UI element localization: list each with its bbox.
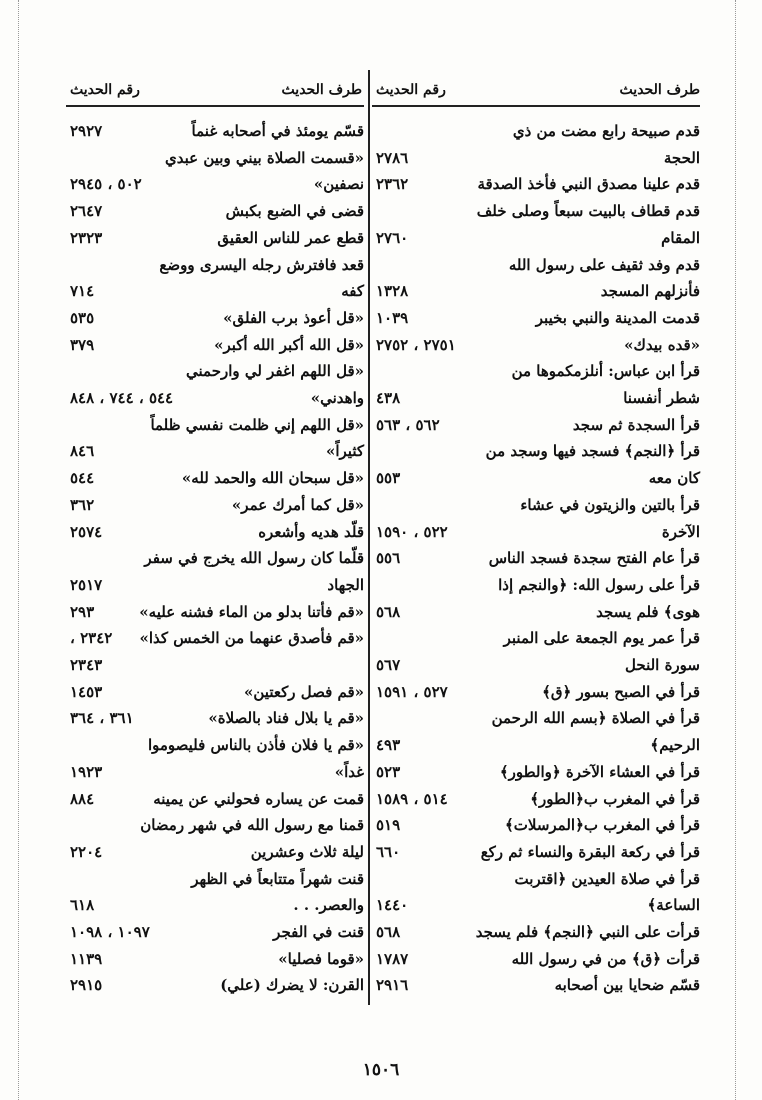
hadith-number: ٢٥٧٤: [70, 522, 103, 541]
hadith-text: قرأ في المغرب ب﴿الطور﴾: [530, 789, 700, 808]
hadith-text: واهدني»: [310, 389, 364, 407]
hadith-text: «قم يا بلال فناد بالصلاة»: [208, 709, 364, 728]
hadith-text: «قل اللهم اغفر لي وارحمني: [186, 362, 364, 381]
index-entry: [372, 759, 700, 786]
hadith-number: ٥١٩: [376, 816, 401, 835]
hadith-number: ٢٣٦٢: [376, 175, 409, 194]
hadith-text: «قل اللهم إني ظلمت نفسي ظلماً: [150, 415, 364, 434]
index-entry: [66, 385, 364, 412]
index-entry: [66, 705, 364, 732]
index-entry: [372, 385, 700, 412]
hadith-number: ٣٦١ ، ٣٦٤: [70, 709, 134, 728]
hadith-text: قدم وفد ثقيف على رسول الله: [508, 255, 700, 274]
index-entry: [372, 972, 700, 999]
index-entry: [372, 705, 700, 732]
hadith-text: كان معه: [648, 469, 700, 488]
hadith-text: قمنا مع رسول الله في شهر رمضان: [140, 816, 364, 835]
hadith-text: «قل أعوذ برب الفلق»: [223, 308, 364, 327]
index-entry: [66, 652, 364, 679]
hadith-text: قرأ في الصبح بسور ﴿ق﴾: [542, 682, 700, 701]
hadith-text: سورة النحل: [625, 656, 700, 674]
hadith-number: ٥٢٧ ، ١٥٩١: [376, 682, 448, 701]
hadith-text: «قم فأصدق عنهما من الخمس كذا»: [139, 629, 364, 648]
hadith-number: ٤٣٨: [376, 389, 401, 407]
hadith-text: قضى في الضبع بكبش: [225, 202, 364, 221]
index-entry: [372, 225, 700, 252]
hadith-text: قدم علينا مصدق النبي فأخذ الصدقة: [477, 175, 700, 194]
hadith-number: ٨٨٤: [70, 789, 95, 808]
hadith-number: ٢٣٤٣: [70, 656, 103, 674]
hadith-number: ٥٥٣: [376, 469, 401, 488]
index-entry: [66, 145, 364, 172]
index-entry: [66, 972, 364, 999]
hadith-number: ٢٣٢٣: [70, 228, 103, 247]
hadith-number: ٢٩١٥: [70, 976, 103, 995]
hadith-number: ٥٥٦: [376, 549, 401, 568]
hadith-number: ٢٧٨٦: [376, 148, 409, 167]
hadith-text: قنت شهراً متتابعاً في الظهر: [191, 869, 364, 888]
index-entry: [66, 679, 364, 706]
hadith-number: ١٤٤٠: [376, 896, 409, 915]
hadith-text: ليلة ثلاث وعشرين: [250, 842, 364, 861]
index-entry: [372, 652, 700, 679]
index-entry: [66, 839, 364, 866]
index-entry: [66, 412, 364, 439]
hadith-number: ٦١٨: [70, 896, 95, 915]
hadith-text: قمت عن يساره فحولني عن يمينه: [153, 789, 364, 808]
index-entry: [372, 198, 700, 225]
index-entry: [66, 198, 364, 225]
index-entry: [372, 572, 700, 599]
hadith-text: قرأ عام الفتح سجدة فسجد الناس: [488, 549, 700, 568]
header-hadith-text-left: طرف الحديث: [281, 82, 362, 98]
hadith-text: «قم فصل ركعتين»: [244, 682, 364, 701]
column-divider: [368, 70, 370, 1005]
hadith-text: الرحيم﴾: [650, 736, 700, 755]
index-entry: [372, 866, 700, 893]
index-entry: [372, 786, 700, 813]
hadith-text: القرن: لا يضرك (علي): [220, 976, 364, 995]
header-rule-left: [66, 105, 364, 107]
hadith-number: ٢٣٤٢ ،: [70, 629, 113, 648]
hadith-number: ٥٦٧: [376, 656, 401, 674]
hadith-text: الساعة﴾: [647, 896, 700, 915]
hadith-text: «قم يا فلان فأذن بالناس فليصوموا: [147, 736, 364, 755]
hadith-text: «قم فأتنا بدلو من الماء فشنه عليه»: [139, 602, 364, 621]
hadith-number: ٢٩٢٧: [70, 122, 103, 140]
index-entry: [66, 332, 364, 359]
index-entry: [372, 892, 700, 919]
hadith-number: ١٣٢٨: [376, 282, 409, 301]
hadith-text: قدم قطاف بالبيت سبعاً وصلى خلف: [476, 202, 700, 221]
hadith-text: قرأ في الصلاة ﴿بسم الله الرحمن: [491, 709, 700, 728]
index-entry: [372, 599, 700, 626]
hadith-text: قسّم يومئذ في أصحابه غنماً: [191, 122, 364, 140]
index-entry: [372, 332, 700, 359]
index-entry: [66, 305, 364, 332]
hadith-number: ١٠٩٧ ، ١٠٩٨: [70, 923, 150, 941]
index-entry: [372, 358, 700, 385]
hadith-number: ٢٢٠٤: [70, 842, 103, 861]
hadith-number: ٢٧٦٠: [376, 228, 409, 247]
index-entry: [66, 545, 364, 572]
hadith-text: «قل كما أمرك عمر»: [231, 495, 364, 514]
hadith-number: ٥٤٤: [70, 469, 95, 488]
hadith-number: ٣٧٩: [70, 335, 95, 354]
hadith-text: قرأ في المغرب ب﴿المرسلات﴾: [504, 816, 700, 835]
index-entry: [372, 252, 700, 279]
index-entry: [66, 278, 364, 305]
index-entry: [372, 839, 700, 866]
index-entry: [66, 732, 364, 759]
index-entry: [372, 679, 700, 706]
hadith-number: ٢٦٤٧: [70, 202, 103, 221]
hadith-text: قرأ السجدة ثم سجد: [572, 415, 700, 434]
hadith-text: قنت في الفجر: [273, 923, 364, 941]
index-entry: [372, 278, 700, 305]
hadith-text: «قل سبحان الله والحمد لله»: [181, 469, 364, 488]
hadith-text: الحجة: [663, 148, 700, 167]
hadith-text: «قده بيدك»: [624, 335, 700, 354]
hadith-text: غداً»: [334, 762, 364, 781]
scan-edge-right: [735, 0, 736, 1100]
hadith-number: ٥٠٢ ، ٢٩٤٥: [70, 175, 142, 194]
index-entry: [372, 492, 700, 519]
index-entry: [372, 412, 700, 439]
hadith-text: قدم صبيحة رابع مضت من ذي: [512, 122, 700, 140]
hadith-number: ٥٦٨: [376, 602, 401, 621]
hadith-text: قرأ على رسول الله: ﴿والنجم إذا: [498, 575, 700, 594]
hadith-text: قسّم ضحايا بين أصحابه: [554, 976, 700, 995]
hadith-number: ١١٣٩: [70, 949, 103, 968]
hadith-number: ٥٦٨: [376, 923, 401, 941]
hadith-number: ٢٥١٧: [70, 575, 103, 594]
left-column-header: [66, 82, 362, 104]
index-entry: [66, 786, 364, 813]
hadith-text: فأنزلهم المسجد: [600, 282, 700, 301]
index-entry: [66, 171, 364, 198]
hadith-text: قرأ ﴿النجم﴾ فسجد فيها وسجد من: [485, 442, 700, 461]
index-entry: [66, 118, 364, 145]
index-entry: [372, 519, 700, 546]
hadith-number: ٦٦٠: [376, 842, 401, 861]
hadith-text: قطع عمر للناس العقيق: [217, 228, 364, 247]
hadith-text: قلّما كان رسول الله يخرج في سفر: [144, 549, 364, 568]
hadith-number: ٥٦٢ ، ٥٦٣: [376, 415, 440, 434]
hadith-number: ٢٩١٦: [376, 976, 409, 995]
index-entry: [372, 465, 700, 492]
index-entry: [372, 732, 700, 759]
index-entry: [372, 946, 700, 973]
index-entry: [66, 358, 364, 385]
hadith-text: والعصر. . .: [293, 896, 364, 915]
hadith-number: ١٠٣٩: [376, 308, 409, 327]
hadith-number: ٧١٤: [70, 282, 95, 301]
hadith-number: ٨٤٦: [70, 442, 95, 461]
hadith-number: ٥٤٤ ، ٧٤٤ ، ٨٤٨: [70, 389, 174, 407]
header-rule-right: [372, 105, 700, 107]
hadith-text: كثيراً»: [325, 442, 364, 461]
hadith-text: الآخرة: [661, 522, 700, 541]
index-entry: [66, 946, 364, 973]
index-entry: [372, 812, 700, 839]
index-entry: [372, 438, 700, 465]
index-entry: [66, 866, 364, 893]
scan-edge-left: [18, 0, 19, 1100]
hadith-text: قرأ في ركعة البقرة والنساء ثم ركع: [480, 842, 700, 861]
index-entry: [372, 145, 700, 172]
hadith-number: ٣٦٢: [70, 495, 95, 514]
header-hadith-number-right: رقم الحديث: [376, 82, 446, 98]
hadith-text: «قسمت الصلاة بيني وبين عبدي: [165, 148, 364, 167]
index-entry: [372, 118, 700, 145]
hadith-text: قرأ بالتين والزيتون في عشاء: [520, 495, 700, 514]
hadith-text: شطر أنفسنا: [623, 389, 700, 407]
hadith-text: قدمت المدينة والنبي بخيبر: [535, 308, 700, 327]
hadith-text: قعد فافترش رجله اليسرى ووضع: [159, 255, 364, 274]
index-entry: [66, 438, 364, 465]
hadith-text: قرأ في العشاء الآخرة ﴿والطور﴾: [499, 762, 700, 781]
hadith-text: الجهاد: [327, 575, 364, 594]
index-entry: [372, 545, 700, 572]
index-entry: [66, 225, 364, 252]
index-entry: [66, 465, 364, 492]
header-hadith-number-left: رقم الحديث: [70, 82, 140, 98]
index-entry: [66, 625, 364, 652]
hadith-number: ٥٣٥: [70, 308, 95, 327]
hadith-number: ٢٩٣: [70, 602, 95, 621]
index-entry: [66, 919, 364, 946]
hadith-number: ٥٢٢ ، ١٥٩٠: [376, 522, 448, 541]
index-entry: [66, 519, 364, 546]
page-number: ١٥٠٦: [362, 1060, 400, 1080]
index-entry: [66, 599, 364, 626]
hadith-number: ١٩٢٣: [70, 762, 103, 781]
index-entry: [66, 572, 364, 599]
hadith-text: «قل الله أكبر الله أكبر»: [214, 335, 364, 354]
index-entry: [372, 919, 700, 946]
hadith-number: ٥٢٣: [376, 762, 401, 781]
hadith-text: كفه: [341, 282, 364, 301]
hadith-text: «قوما فصليا»: [278, 949, 364, 968]
hadith-number: ٤٩٣: [376, 736, 401, 755]
header-hadith-text-right: طرف الحديث: [619, 82, 700, 98]
hadith-text: قرأت ﴿ق﴾ من في رسول الله: [511, 949, 700, 968]
hadith-number: ٥١٤ ، ١٥٨٩: [376, 789, 448, 808]
hadith-text: نصفين»: [313, 175, 364, 194]
index-entry: [66, 759, 364, 786]
hadith-text: قرأ عمر يوم الجمعة على المنبر: [503, 629, 700, 648]
hadith-number: ١٤٥٣: [70, 682, 103, 701]
hadith-number: ١٧٨٧: [376, 949, 409, 968]
index-entry: [66, 892, 364, 919]
index-entry: [372, 305, 700, 332]
index-entry: [372, 625, 700, 652]
hadith-text: هوى﴾ فلم يسجد: [596, 602, 700, 621]
hadith-text: قرأ في صلاة العيدين ﴿اقتربت: [514, 869, 700, 888]
index-entry: [66, 812, 364, 839]
hadith-text: قرأت على النبي ﴿النجم﴾ فلم يسجد: [475, 923, 700, 941]
index-entry: [372, 171, 700, 198]
right-column-header: [370, 82, 700, 104]
hadith-number: ٢٧٥١ ، ٢٧٥٢: [376, 335, 456, 354]
hadith-text: المقام: [661, 228, 700, 247]
index-entry: [66, 492, 364, 519]
hadith-text: قلّد هديه وأشعره: [258, 522, 364, 541]
hadith-text: قرأ ابن عباس: أنلزمكموها من: [511, 362, 700, 381]
index-entry: [66, 252, 364, 279]
